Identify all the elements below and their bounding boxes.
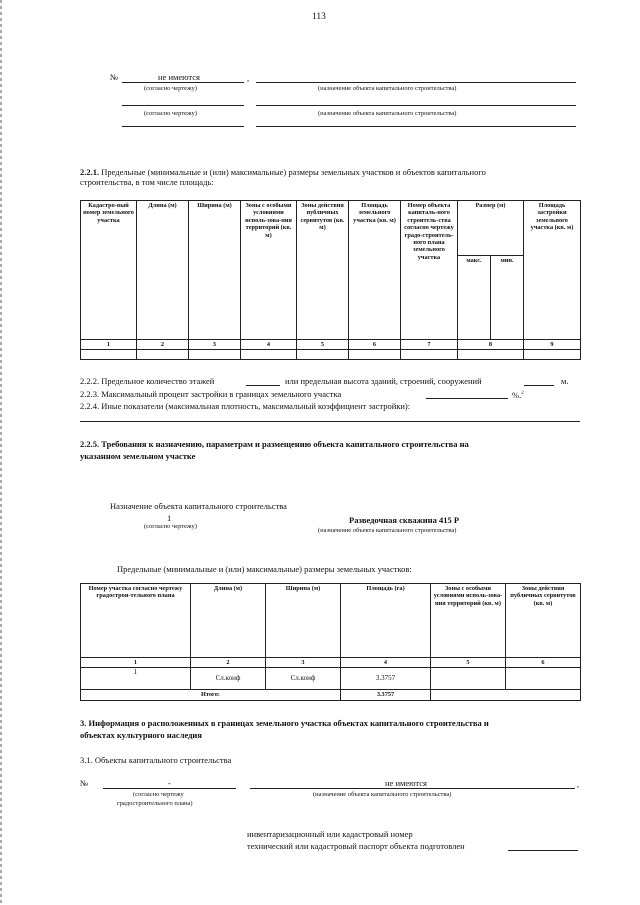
caption: (назначение объекта капитального строительства) xyxy=(318,85,457,92)
col-header: Зоны с особыми условиями исполь-зова-ния территорий (кв. м) xyxy=(431,584,506,658)
table-cell xyxy=(81,350,137,360)
col-header: Длина (м) xyxy=(191,584,266,658)
section-2-2-1-cont: строительства, в том числе площадь: xyxy=(80,177,214,187)
underline xyxy=(122,105,244,106)
purpose-label: Назначение объекта капитального строительства xyxy=(110,501,287,511)
col-header: Площадь застройки земельного участка (кв. м) xyxy=(524,201,581,340)
table-cell xyxy=(431,668,506,690)
col-number: 8 xyxy=(458,340,524,350)
caption: градостроительного плана) xyxy=(117,800,193,807)
underline xyxy=(524,385,554,386)
col-number: 2 xyxy=(191,658,266,668)
col-number: 2 xyxy=(137,340,189,350)
value: не имеются xyxy=(385,778,427,788)
col-header: Площадь земельного участка (кв. м) xyxy=(349,201,401,340)
underline xyxy=(256,126,576,127)
section-2-2-5: 2.2.5. Требования к назначению, параметрам и размещению объекта капитального строительства на xyxy=(80,439,469,449)
table-cell xyxy=(137,350,189,360)
col-number: 4 xyxy=(241,340,297,350)
col-header: Длина (м) xyxy=(137,201,189,340)
col-header: Номер объекта капиталь-ного строитель-ства согласно чертежу градо-строитель-ного плана земельного участка xyxy=(401,201,458,340)
col-number: 3 xyxy=(266,658,341,668)
col-header: Зоны с особыми условиями исполь-зова-ния территорий (кв. м) xyxy=(241,201,297,340)
top-value: не имеются xyxy=(158,72,200,82)
table-cell xyxy=(524,350,581,360)
caption: (согласно чертежу) xyxy=(144,85,197,92)
table-cell: Сл.конф xyxy=(266,668,341,690)
underline xyxy=(246,385,280,386)
underline xyxy=(122,82,244,83)
col-header: Ширина (м) xyxy=(189,201,241,340)
col-number: 1 xyxy=(81,658,191,668)
col-number: 9 xyxy=(524,340,581,350)
col-number: 6 xyxy=(506,658,581,668)
table-cell: 3.3757 xyxy=(341,668,431,690)
section-2-2-3: 2.2.3. Максимальный процент застройки в границах земельного участка xyxy=(80,389,342,399)
passport-prepared: технический или кадастровый паспорт объекта подготовлен xyxy=(247,841,465,851)
underline xyxy=(426,398,508,399)
object-number: 1 xyxy=(167,513,172,523)
underline xyxy=(80,421,580,422)
col-header: Зоны действия публичных сервитутов (кв. м) xyxy=(506,584,581,658)
col-header: Размер (м) xyxy=(458,201,524,256)
table-cell xyxy=(349,350,401,360)
underline xyxy=(250,788,575,789)
table-cell xyxy=(189,350,241,360)
section-2-2-2: 2.2.2. Предельное количество этажей xyxy=(80,376,215,386)
underline xyxy=(103,788,236,789)
underline xyxy=(256,105,576,106)
number-sign: № xyxy=(110,72,119,82)
table-cell xyxy=(431,690,581,700)
underline xyxy=(122,126,244,127)
table-land-plot-sizes xyxy=(80,200,581,360)
col-header: макс. xyxy=(458,256,491,340)
caption: (согласно чертежу) xyxy=(144,110,197,117)
section-3-cont: объектах культурного наследия xyxy=(80,730,202,740)
col-header: мин. xyxy=(491,256,524,340)
number-sign: № xyxy=(80,778,89,788)
percent: %.$^2$ xyxy=(512,389,524,400)
col-number: 5 xyxy=(297,340,349,350)
total-label: Итого: xyxy=(81,690,341,700)
inventory-number: инвентаризационный или кадастровый номер xyxy=(247,829,413,839)
table-cell xyxy=(458,350,524,360)
total-value: 3.3757 xyxy=(341,690,431,700)
caption: (назначение объекта капитального строительства) xyxy=(313,791,452,798)
table-cell xyxy=(297,350,349,360)
col-number: 1 xyxy=(81,340,137,350)
table-cell: Сл.конф xyxy=(191,668,266,690)
col-header: Кадастро-вый номер земельного участка xyxy=(81,201,137,340)
comma: , xyxy=(247,73,250,83)
object-name: Разведочная скважина 415 Р xyxy=(349,515,460,525)
col-number: 6 xyxy=(349,340,401,350)
col-header: Номер участка согласно чертежу градострои-тельного плана xyxy=(81,584,191,658)
section-2-2-2-b: или предельная высота зданий, строений, сооружений xyxy=(285,376,482,386)
section-2-2-1: 2.2.1. Предельные (минимальные и (или) максимальные) размеры земельных участков и объектов капитального xyxy=(80,167,486,177)
scan-edge xyxy=(0,0,2,905)
section-2-2-4: 2.2.4. Иные показатели (максимальная плотность, максимальный коэффициент застройки): xyxy=(80,401,411,411)
col-number: 7 xyxy=(401,340,458,350)
col-header: Зоны действия публичных сервитутов (кв. м) xyxy=(297,201,349,340)
section-3: 3. Информация о расположенных в границах земельного участка объектах капитального строительства и xyxy=(80,718,489,728)
caption: (согласно чертежу xyxy=(133,791,184,798)
section-2-2-5-cont: указанном земельном участке xyxy=(80,451,196,461)
col-number: 5 xyxy=(431,658,506,668)
caption: (согласно чертежу) xyxy=(144,523,197,530)
table-cell: 1 xyxy=(81,668,191,690)
col-header: Ширина (м) xyxy=(266,584,341,658)
col-number: 4 xyxy=(341,658,431,668)
unit: м. xyxy=(561,376,569,386)
underline xyxy=(508,850,578,851)
table-cell xyxy=(241,350,297,360)
caption: (назначение объекта капитального строительства) xyxy=(318,527,457,534)
table-plot-limits xyxy=(80,583,581,701)
table-cell xyxy=(401,350,458,360)
col-header: Площадь (га) xyxy=(341,584,431,658)
comma: , xyxy=(577,779,580,789)
col-number: 3 xyxy=(189,340,241,350)
dash: - xyxy=(168,778,171,788)
caption: (назначение объекта капитального строительства) xyxy=(318,110,457,117)
table-cell xyxy=(506,668,581,690)
page-number: 113 xyxy=(312,12,326,22)
underline xyxy=(256,82,576,83)
limits-title: Предельные (минимальные и (или) максимальные) размеры земельных участков: xyxy=(117,564,412,574)
section-3-1: 3.1. Объекты капитального строительства xyxy=(80,755,232,765)
